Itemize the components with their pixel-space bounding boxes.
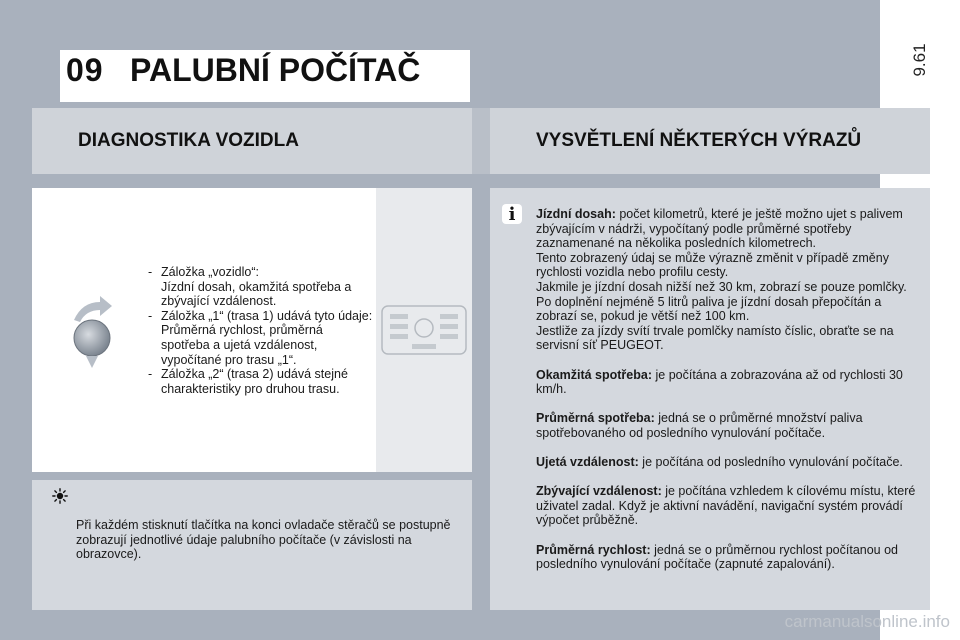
definition-distance-remaining bbox=[536, 484, 922, 528]
definition-term: Ujetá vzdálenost: bbox=[536, 455, 639, 470]
definition-text: je počítána od posledního vynulování počítače. bbox=[642, 455, 903, 470]
chapter-number: 09 bbox=[66, 52, 104, 88]
info-icon: i bbox=[502, 204, 522, 224]
definition-text: jedná se o průměrnou rychlost počítanou od posledního vynulování počítače (zapnuté zapalování). bbox=[536, 542, 899, 572]
definition-text: je počítána a zobrazována až od rychlosti 30 km/h. bbox=[536, 367, 903, 397]
definition-extra: Tento zobrazený údaj se může výrazně změnit v případě změny rychlosti vozidla nebo profilu cesty. bbox=[536, 250, 889, 280]
tab-vehicle-item bbox=[148, 265, 373, 309]
tab-trip1-item bbox=[148, 309, 373, 367]
definition-text: je počítána vzhledem k cílovému místu, které uživatel zadal. Když je aktivní navádění, navigační systém provádí výpočet průběžně. bbox=[536, 484, 916, 528]
tab-trip2-item bbox=[148, 367, 373, 396]
definition-range bbox=[536, 207, 922, 353]
sun-tip-icon bbox=[52, 488, 68, 504]
tip-text: Při každém stisknutí tlačítka na konci ovladače stěračů se postupně zobrazují jednotlivé údaje palubního počítače (v závislosti na obrazovce). bbox=[76, 518, 451, 562]
definition-term: Průměrná rychlost: bbox=[536, 542, 651, 557]
tab-trip1-text: Průměrná rychlost, průměrná spotřeba a ujetá vzdálenost, vypočítané pro trasu „1“. bbox=[161, 323, 323, 367]
header-divider bbox=[472, 108, 490, 174]
definition-term: Zbývající vzdálenost: bbox=[536, 484, 662, 499]
definition-text: počet kilometrů, které je ještě možno ujet s palivem zbývajícím v nádrži, vypočítaný podle průměrné spotřeby zaznamenané na několika posledních kilometrech. bbox=[536, 207, 903, 251]
chapter-title: PALUBNÍ POČÍTAČ bbox=[130, 52, 421, 88]
definition-extra: Jestliže za jízdy svítí trvale pomlčky namísto číslic, obraťte se na servisní síť PEUGEOT. bbox=[536, 323, 894, 353]
watermark: carmanualsonline.info bbox=[784, 612, 950, 631]
dashboard-display-icon bbox=[378, 300, 470, 360]
definition-extra: Jakmile je jízdní dosah nižší než 30 km, zobrazí se pouze pomlčky. Po doplnění nejméně 5 litrů paliva je jízdní dosah přepočítán a zobrazí se, pokud je větší než 100 km. bbox=[536, 279, 907, 324]
section-header-diagnostics: DIAGNOSTIKA VOZIDLA bbox=[32, 108, 472, 174]
stalk-button-arrow-icon bbox=[64, 290, 120, 370]
definition-instant-consumption bbox=[536, 368, 922, 397]
definition-average-consumption bbox=[536, 411, 922, 440]
definition-text: jedná se o průměrné množství paliva spotřebovaného od posledního vynulování počítače. bbox=[536, 411, 863, 440]
diagnostics-tab-list bbox=[148, 265, 373, 396]
page-number: 9.61 bbox=[910, 43, 929, 77]
tab-trip1-lead: Záložka „1“ (trasa 1) udává tyto údaje: bbox=[161, 308, 373, 323]
definition-term: Jízdní dosah: bbox=[536, 207, 616, 221]
definitions-list bbox=[536, 207, 922, 586]
tab-vehicle-text: Jízdní dosah, okamžitá spotřeba a zbývající vzdálenost. bbox=[161, 279, 352, 309]
definition-distance-travelled bbox=[536, 455, 922, 470]
tab-trip2-lead: Záložka „2“ (trasa 2) udává stejné charakteristiky pro druhou trasu. bbox=[161, 367, 348, 396]
definition-average-speed bbox=[536, 543, 922, 572]
definition-term: Průměrná spotřeba: bbox=[536, 411, 655, 426]
definition-term: Okamžitá spotřeba: bbox=[536, 367, 653, 382]
tab-vehicle-lead: Záložka „vozidlo“: bbox=[161, 265, 259, 279]
section-header-definitions: VYSVĚTLENÍ NĚKTERÝCH VÝRAZŮ bbox=[490, 108, 930, 174]
